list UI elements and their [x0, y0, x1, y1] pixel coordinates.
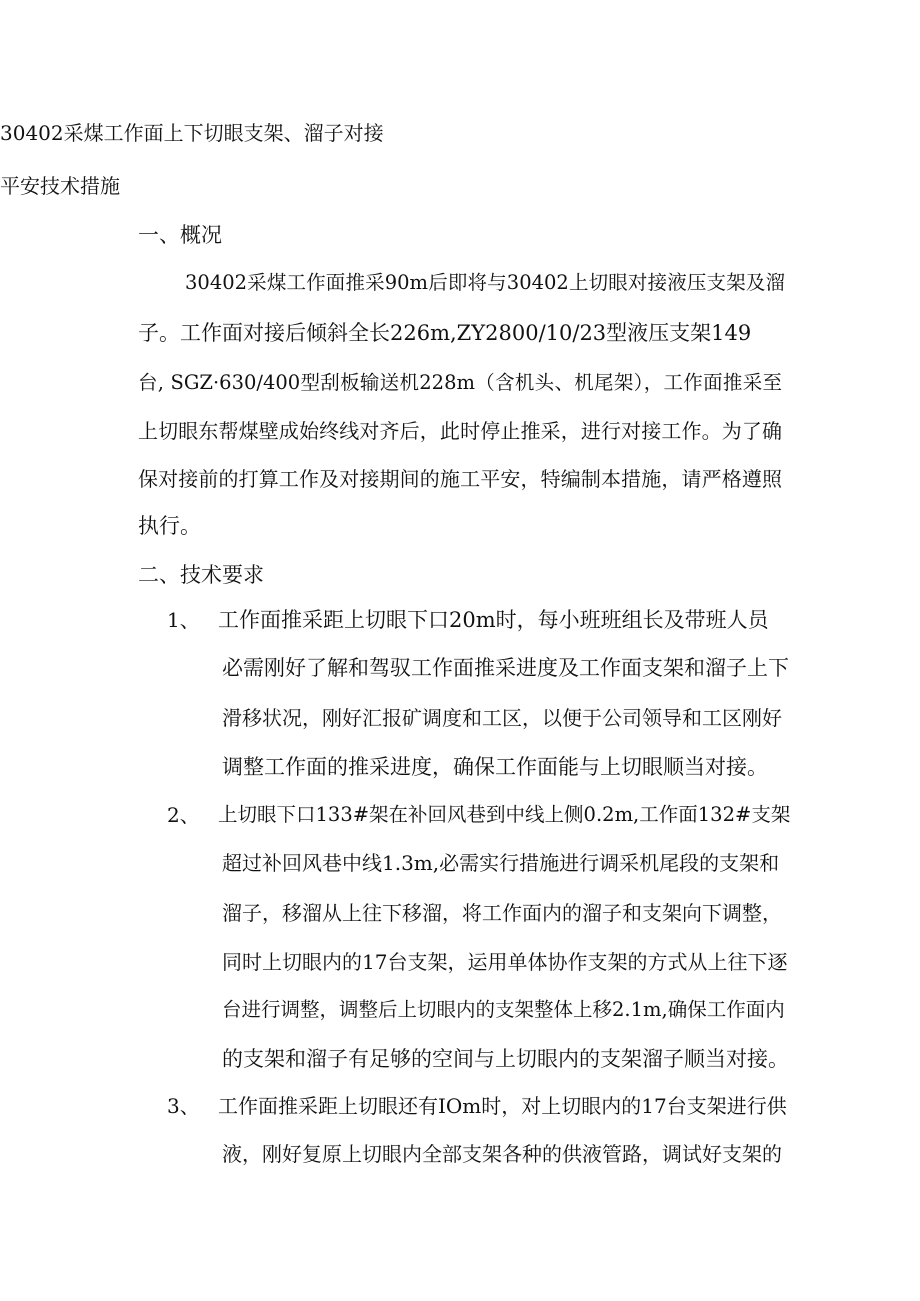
- paragraph-line: 保对接前的打算工作及对接期间的施工平安，特编制本措施，请严格遵照: [138, 467, 782, 491]
- list-item-line: 同时上切眼内的17台支架，运用单体协作支架的方式从上往下逐: [222, 950, 788, 974]
- section-heading-overview: 一、概况: [138, 223, 222, 247]
- list-item-number: 3、: [167, 1094, 200, 1118]
- paragraph-line: 上切眼东帮煤壁成始终线对齐后，此时停止推采，进行对接工作。为了确: [138, 419, 782, 443]
- paragraph-line: 执行。: [138, 514, 201, 538]
- list-item-line: 上切眼下口133#架在补回风巷到中线上侧0.2m,工作面132#支架: [218, 803, 791, 826]
- list-item-line: 台进行调整，调整后上切眼内的支架整体上移2.1m,确保工作面内: [222, 998, 785, 1021]
- list-item-line: 必需刚好了解和驾驭工作面推采进度及工作面支架和溜子上下: [222, 656, 789, 680]
- list-item-line: 液，刚好复原上切眼内全部支架各种的供液管路，调试好支架的: [222, 1142, 782, 1166]
- paragraph-line: 30402采煤工作面推采90m后即将与30402上切眼对接液压支架及溜: [185, 271, 785, 294]
- list-item-number: 2、: [167, 803, 200, 827]
- document-title-line-2: 平安技术措施: [0, 174, 120, 198]
- document-title-line-1: 30402采煤工作面上下切眼支架、溜子对接: [0, 121, 384, 145]
- paragraph-line: 子。工作面对接后倾斜全长226m,ZY2800/10/23型液压支架149: [138, 321, 752, 345]
- list-item-line: 工作面推采距上切眼还有IOm时，对上切眼内的17台支架进行供: [218, 1094, 787, 1118]
- list-item-line: 溜子，移溜从上往下移溜，将工作面内的溜子和支架向下调整，: [222, 901, 782, 925]
- list-item-line: 滑移状况，刚好汇报矿调度和工区，以便于公司领导和工区刚好: [222, 706, 782, 730]
- list-item-line: 调整工作面的推采进度，确保工作面能与上切眼顺当对接。: [222, 755, 768, 779]
- list-item-line: 工作面推采距上切眼下口20m时，每小班班组长及带班人员: [218, 608, 769, 632]
- section-heading-technical-requirements: 二、技术要求: [138, 563, 264, 587]
- list-item-number: 1、: [167, 608, 200, 632]
- paragraph-line: 台, SGZ·630∕400型刮板输送机228m（含机头、机尾架），工作面推采至: [138, 371, 782, 394]
- list-item-line: 的支架和溜子有足够的空间与上切眼内的支架溜子顺当对接。: [222, 1047, 789, 1071]
- list-item-line: 超过补回风巷中线1.3m,必需实行措施进行调采机尾段的支架和: [222, 851, 780, 875]
